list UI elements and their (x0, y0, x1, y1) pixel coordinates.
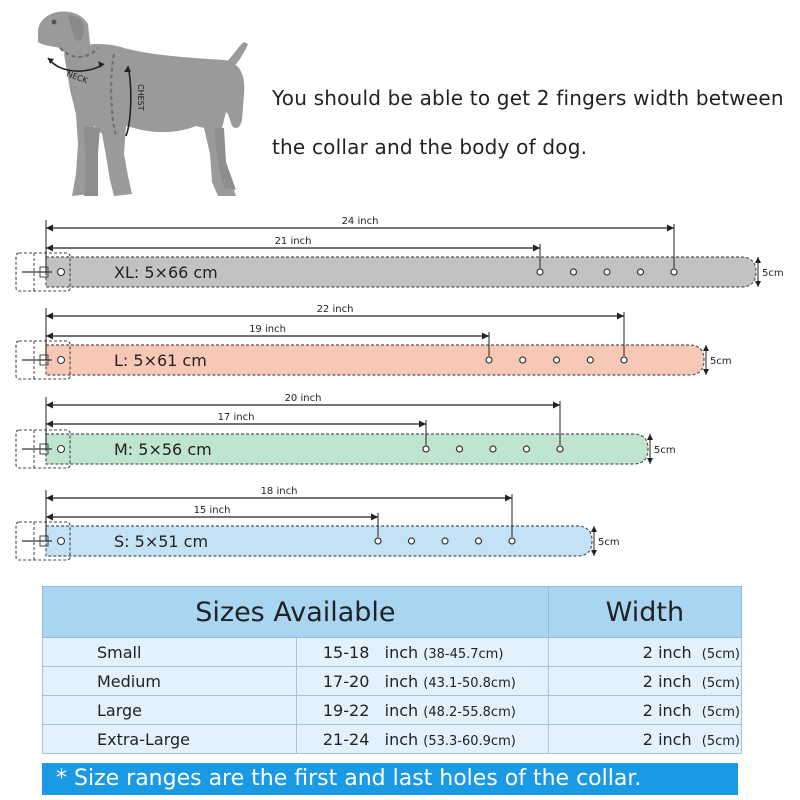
collar-hole (423, 446, 429, 452)
range-unit: inch (384, 729, 419, 749)
size-name: Extra-Large (43, 725, 297, 754)
width-inches: 2 inch (642, 700, 692, 720)
width-label-xl: 5cm (762, 268, 784, 279)
width-value (548, 725, 741, 754)
width-cm: (5cm) (701, 646, 740, 662)
collar-hole (554, 357, 560, 363)
size-table (42, 586, 742, 754)
width-label-m: 5cm (654, 445, 676, 456)
size-row (43, 667, 742, 696)
neck-label: NECK (65, 69, 89, 86)
size-range (296, 696, 548, 725)
collar-hole (638, 269, 644, 275)
footnote-banner: * Size ranges are the first and last holes of the collar. (42, 763, 738, 795)
collar-size-label-l: L: 5×61 cm (114, 351, 207, 370)
chest-label: CHEST (136, 84, 145, 111)
collar-hole (571, 269, 577, 275)
inner-length-label-l: 19 inch (249, 324, 286, 335)
collar-hole (375, 538, 381, 544)
collar-size-label-xl: XL: 5×66 cm (114, 263, 218, 282)
collar-hole (587, 357, 593, 363)
collar-hole (409, 538, 415, 544)
range-cm: (43.1-50.8cm) (423, 675, 516, 691)
range-unit: inch (384, 700, 419, 720)
width-value (548, 638, 741, 667)
size-range (296, 667, 548, 696)
range-cm: (53.3-60.9cm) (423, 733, 516, 749)
range-unit: inch (384, 671, 419, 691)
size-row (43, 638, 742, 667)
outer-length-label-l: 22 inch (316, 304, 354, 315)
collar-hole (520, 357, 526, 363)
collar-hole (621, 357, 627, 363)
width-value (548, 667, 741, 696)
collar-hole (486, 357, 492, 363)
inner-length-label-m: 17 inch (217, 412, 255, 423)
range-inches: 17-20 (322, 671, 370, 691)
width-cm: (5cm) (701, 704, 740, 720)
outer-length-label-xl: 24 inch (341, 216, 379, 227)
collar-hole (557, 446, 563, 452)
collar-hole (537, 269, 543, 275)
outer-length-label-s: 18 inch (260, 486, 298, 497)
size-name: Large (43, 696, 297, 725)
size-row (43, 696, 742, 725)
width-label-s: 5cm (598, 537, 620, 548)
range-inches: 21-24 (322, 729, 370, 749)
range-inches: 19-22 (322, 700, 370, 720)
width-inches: 2 inch (642, 671, 692, 691)
width-cm: (5cm) (701, 733, 740, 749)
instruction-line-2: the collar and the body of dog. (272, 135, 588, 159)
width-cm: (5cm) (701, 675, 740, 691)
width-header: Width (548, 587, 741, 638)
collar-hole (442, 538, 448, 544)
size-row (43, 725, 742, 754)
size-name: Small (43, 638, 297, 667)
collar-hole (490, 446, 496, 452)
size-range (296, 725, 548, 754)
inner-length-label-s: 15 inch (193, 505, 231, 516)
width-inches: 2 inch (642, 729, 692, 749)
instruction-line-1: You should be able to get 2 fingers width between (272, 86, 784, 110)
collar-hole (457, 446, 463, 452)
size-range (296, 638, 548, 667)
width-inches: 2 inch (642, 642, 692, 662)
sizes-available-header: Sizes Available (43, 587, 549, 638)
collar-hole (524, 446, 530, 452)
size-name: Medium (43, 667, 297, 696)
width-label-l: 5cm (710, 356, 732, 367)
collar-hole (604, 269, 610, 275)
width-value (548, 696, 741, 725)
range-cm: (48.2-55.8cm) (423, 704, 516, 720)
outer-length-label-m: 20 inch (284, 393, 322, 404)
collar-hole (671, 269, 677, 275)
collar-size-label-m: M: 5×56 cm (114, 440, 212, 459)
collar-size-label-s: S: 5×51 cm (114, 532, 209, 551)
collar-hole (476, 538, 482, 544)
range-cm: (38-45.7cm) (423, 646, 504, 662)
collar-hole (509, 538, 515, 544)
range-inches: 15-18 (322, 642, 370, 662)
range-unit: inch (384, 642, 419, 662)
inner-length-label-xl: 21 inch (274, 236, 312, 247)
